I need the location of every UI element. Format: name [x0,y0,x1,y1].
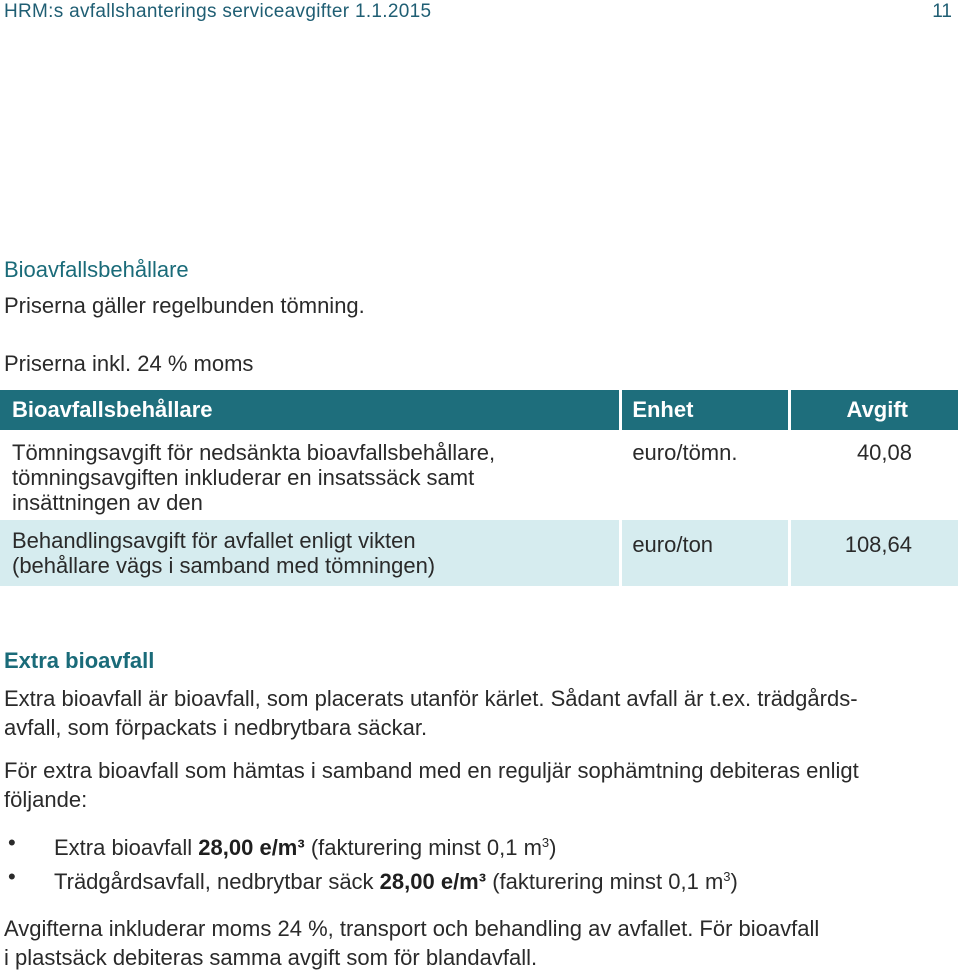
bullet-marker: • [8,830,16,855]
page-number: 11 [932,1,952,22]
bullet-superscript: 3 [723,869,731,884]
bullet-superscript: 3 [541,835,550,850]
intro-line-vat: Priserna inkl. 24 % moms [4,351,254,376]
row-unit: euro/tömn. [622,432,788,518]
table-row [0,520,958,586]
paragraph-definition [4,684,944,742]
intro-line-regular-emptying: Priserna gäller regelbunden tömning. [4,293,365,318]
column-header-container: Bioavfallsbehållare [0,390,619,430]
column-header-fee: Avgift [791,390,958,430]
bullet-close: ) [730,869,738,894]
bullet-price: 28,00 e/m³ [379,869,487,894]
row-description [0,520,619,586]
table-row [0,432,958,518]
section-title-bioavfallsbehallare: Bioavfallsbehållare [4,257,189,282]
bullet-note: (fakturering minst 0,1 m [304,835,542,860]
row-description-line: insättningen av den [12,490,203,515]
bullet-close: ) [549,835,557,860]
row-description-line: (behållare vägs i samband med tömningen) [12,553,436,578]
paragraph-line: i plastsäck debiteras samma avgift som för blandavfall. [4,945,538,970]
paragraph-line: Avgifterna inkluderar moms 24 %, transport och behandling av avfallet. För bioavfall [4,916,820,941]
price-table-header [0,390,958,430]
bullet-text: Extra bioavfall [54,835,199,860]
row-description-line: tömningsavgiften inkluderar en insatssäck samt [12,465,475,490]
paragraph-line: För extra bioavfall som hämtas i samband med en reguljär sophämtning debiteras enligt [4,758,859,783]
paragraph-vat-note [4,914,944,972]
list-item [4,862,738,896]
bullet-text: Trädgårdsavfall, nedbrytbar säck [54,869,380,894]
row-description-line: Tömningsavgift för nedsänkta bioavfallsbehållare, [12,440,496,465]
list-item [4,828,738,862]
row-fee: 40,08 [791,432,958,518]
paragraph-billing [4,756,944,814]
row-description [0,432,619,518]
row-unit: euro/ton [622,520,788,586]
paragraph-line: Extra bioavfall är bioavfall, som placerats utanför kärlet. Sådant avfall är t.ex. trädgårds- [4,686,858,711]
bullet-price: 28,00 e/m³ [198,835,305,860]
bullet-marker: • [8,864,16,889]
bullet-note: (fakturering minst 0,1 m [486,869,724,894]
paragraph-line: följande: [4,787,88,812]
paragraph-line: avfall, som förpackats i nedbrytbara säckar. [4,715,428,740]
row-fee: 108,64 [791,520,958,586]
row-description-line: Behandlingsavgift för avfallet enligt vikten [12,528,416,553]
price-bullet-list [4,828,738,896]
running-header: HRM:s avfallshanterings serviceavgifter 1.1.2015 [4,1,432,22]
column-header-unit: Enhet [622,390,788,430]
section-title-extra-bioavfall: Extra bioavfall [4,648,155,673]
